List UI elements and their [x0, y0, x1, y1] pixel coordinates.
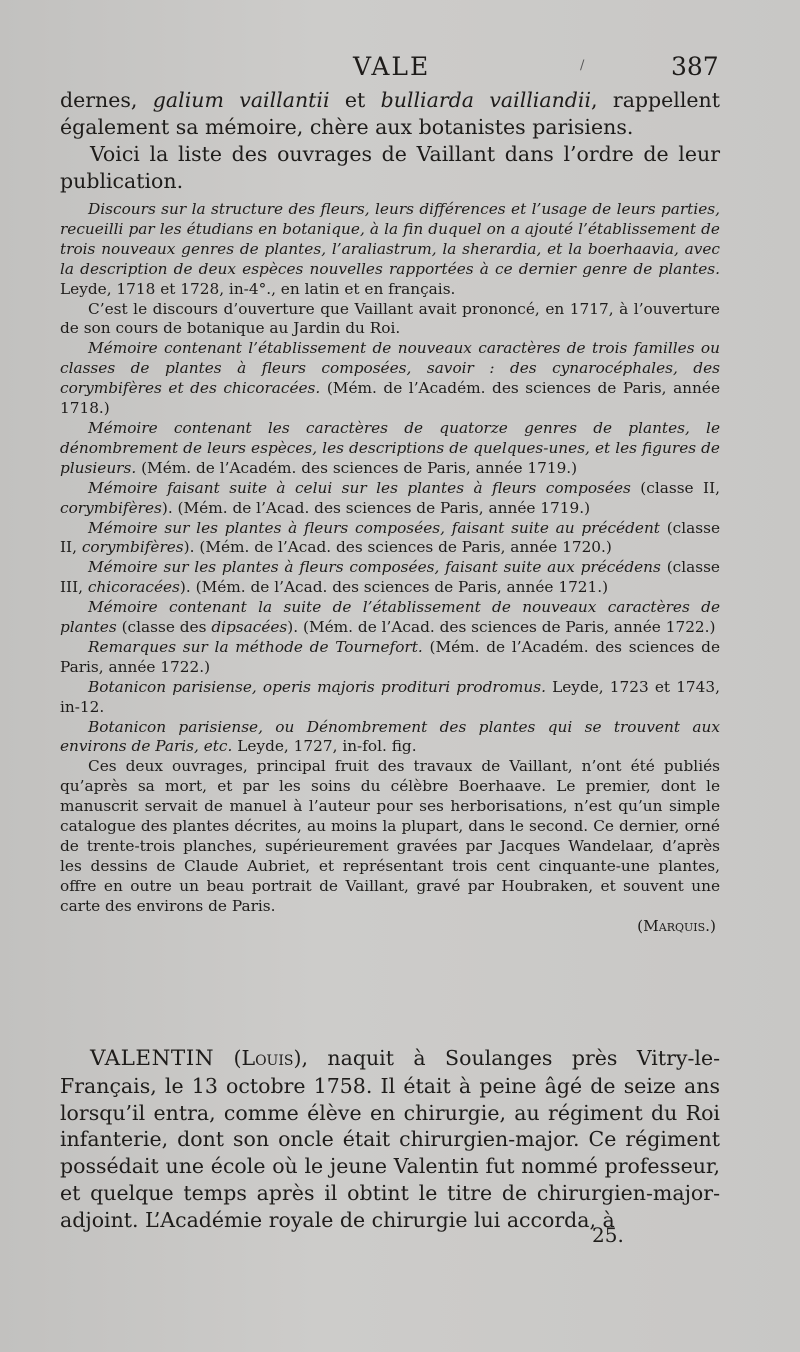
species-name: bulliarda vailliandii — [380, 88, 592, 112]
top-mark: / — [580, 58, 585, 73]
bib-entry: Remarques sur la méthode de Tournefort. (Mém. de l’Académ. des sciences de Paris, année 1722.) — [60, 637, 720, 676]
running-head-title: VALE — [353, 52, 431, 81]
bib-entry: Mémoire contenant la suite de l’établissement de nouveaux caractères de plantes (classe des dipsacées). (Mém. de l’Acad. des sciences de Paris, année 1722.) — [60, 598, 720, 637]
author-signature: (Marquis.) — [637, 916, 716, 935]
lead-paragraphs — [60, 87, 720, 195]
bib-note: Ces deux ouvrages, principal fruit des travaux de Vaillant, n’ont été publiés qu’après sa mort, et par les soins du célèbre Boerhaave. Le premier, dont le manuscrit servait de manuel à l’auteur pour ses herborisations, n’est qu’un simple catalogue des plantes décrites, au moins la plupart, dans le second. Ce dernier, orné de trente-trois planches, supérieurement gravées par Jacques Wandelaar, d’après les dessins de Claude Aubriet, et représentant trois cent cinquante-une plantes, offre en outre un beau portrait de Vaillant, gravé par Houbraken, et souvent une carte des environs de Paris. (Marquis.) — [60, 757, 720, 935]
article-forename: Louis — [241, 1046, 294, 1070]
bib-note: C’est le discours d’ouverture que Vaillant avait prononcé, en 1717, à l’ouverture de son cours de botanique au Jardin du Roi. — [60, 299, 720, 338]
bib-entry: Botanicon parisiense, operis majoris prodituri prodromus. Leyde, 1723 et 1743, in-12. — [60, 677, 720, 716]
lead-paragraph-1: dernes, galium vaillantii et bulliarda vailliandii, rappellent également sa mémoire, chère aux botanistes parisiens. — [60, 88, 720, 139]
bib-entry: Botanicon parisiense, ou Dénombrement des plantes qui se trouvent aux environs de Paris, etc. Leyde, 1727, in-fol. fig. — [60, 717, 720, 756]
bibliography — [60, 200, 720, 937]
bib-entry: Mémoire sur les plantes à fleurs composées, faisant suite aux précédens (classe III, chicoracées). (Mém. de l’Acad. des sciences de Paris, année 1721.) — [60, 558, 720, 597]
article-valentin — [60, 1045, 720, 1234]
page-number: 387 — [671, 52, 719, 81]
article-headword: VALENTIN — [90, 1046, 215, 1071]
bib-entry: Mémoire contenant l’établissement de nouveaux caractères de trois familles ou classes de plantes à fleurs composées, savoir : des cynarocéphales, des corymbifères et des chicoracées. (Mém. de l’Académ. des sciences de Paris, année 1718.) — [60, 339, 720, 418]
bib-entry: Mémoire faisant suite à celui sur les plantes à fleurs composées (classe II, corymbifères). (Mém. de l’Acad. des sciences de Paris, année 1719.) — [60, 478, 720, 517]
species-name: galium vaillantii — [152, 88, 330, 112]
bib-entry: Mémoire sur les plantes à fleurs composées, faisant suite au précédent (classe II, corymbifères). (Mém. de l’Acad. des sciences de Paris, année 1720.) — [60, 518, 720, 557]
bib-entry: Discours sur la structure des fleurs, leurs différences et l’usage de leurs parties, recueilli par les étudians en botanique, à la fin duquel on a ajouté l’établissement de trois nouveaux genres de plantes, l’araliastrum, la sherardia, et la boerhaavia, avec la description de deux espèces nouvelles rapportées à ce dernier genre de plantes. Leyde, 1718 et 1728, in-4°., en latin et en français. — [60, 200, 720, 298]
running-head — [0, 52, 800, 84]
lead-paragraph-2: Voici la liste des ouvrages de Vaillant dans l’ordre de leur publication. — [60, 142, 720, 193]
gathering-signature: 25. — [592, 1223, 624, 1247]
bib-entry: Mémoire contenant les caractères de quatorze genres de plantes, le dénombrement de leurs espèces, les descriptions de quelques-unes, et les figures de plusieurs. (Mém. de l’Académ. des sciences de Paris, année 1719.) — [60, 418, 720, 477]
article-paragraph: VALENTIN (Louis), naquit à Soulanges près Vitry-le-Français, le 13 octobre 1758. Il était à peine âgé de seize ans lorsqu’il entra, comme élève en chirurgie, au régiment du Roi infanterie, dont son oncle était chirurgien-major. Ce régiment possédait une école où le jeune Valentin fut nommé professeur, et quelque temps après il obtint le titre de chirurgien-major-adjoint. L’Académie royale de chirurgie lui accorda, à — [60, 1046, 720, 1232]
